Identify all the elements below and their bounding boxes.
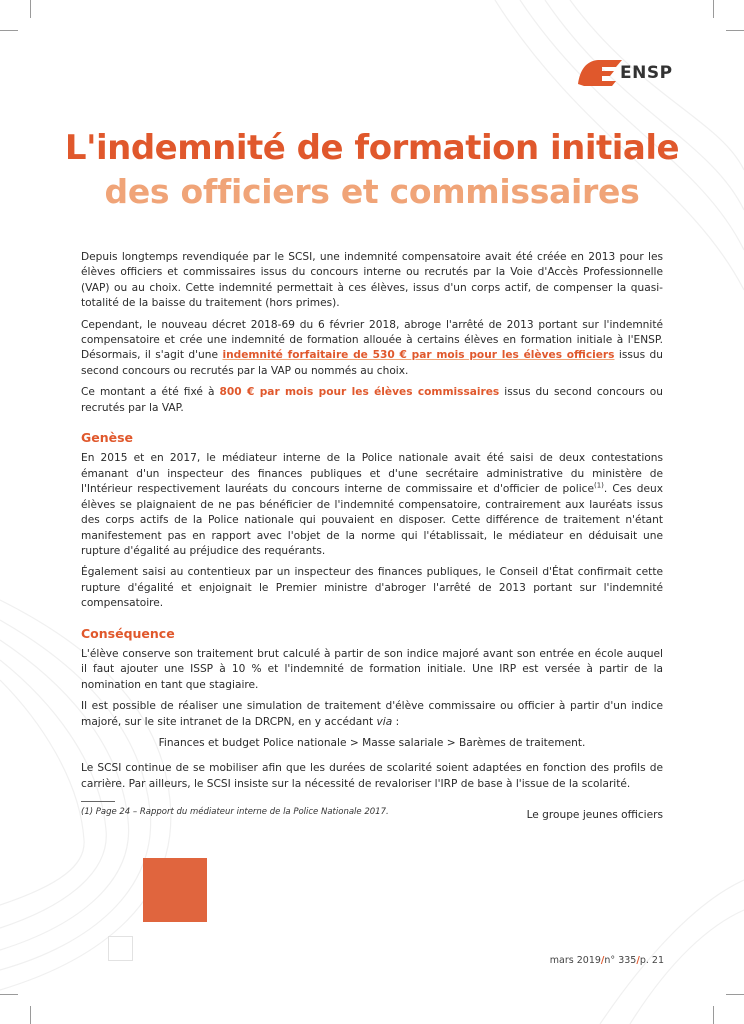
page-title: L'indemnité de formation initiale: [64, 128, 680, 168]
intro-p3-text-end: issus du second concours ou recrutés par la VAP.: [81, 386, 663, 414]
consequence-paragraph-3: Le SCSI continue de se mobiliser afin que les durées de scolarité soient adaptées en fonction des profils de carrière. Par ailleurs, le SCSI insiste sur la nécessité de revaloriser l'IRP de base à l'issue de la scolarité.: [81, 762, 663, 790]
genese-paragraph-2: Également saisi au contentieux par un inspecteur des finances publiques, le Conseil d'État confirmait cette rupture d'égalité et enjoignait le Premier ministre d'abroger l'arrêté de 2013 portant sur l'indemnité compensatoire.: [81, 566, 663, 610]
decorative-orange-square: [143, 858, 207, 922]
intro-paragraph-2: [81, 318, 663, 380]
crop-mark: [713, 1006, 714, 1024]
crop-mark: [726, 994, 744, 995]
ensp-logo: [576, 58, 684, 88]
crop-mark: [726, 30, 744, 31]
page-footer: [550, 955, 664, 966]
footer-page: p. 21: [639, 955, 664, 966]
footnote-ref: (1): [594, 481, 604, 490]
crop-mark: [30, 0, 31, 18]
intranet-path: Finances et budget Police nationale > Masse salariale > Barèmes de traitement.: [158, 736, 586, 749]
intro-paragraph-3: [81, 385, 663, 416]
consequence-paragraph-2: [81, 699, 663, 730]
section-heading-genese: Genèse: [81, 430, 134, 446]
consequence-paragraph-1: L'élève conserve son traitement brut calculé à partir de son indice majoré avant son entrée en école auquel il faut ajouter une ISSP à 10 % et l'indemnité de formation initiale. Une IRP est versée à partir de la nomination en tant que stagiaire.: [81, 647, 663, 691]
genese-p1-text-end: . Ces deux élèves se plaignaient de ne pas bénéficier de l'indemnité compensatoire, contrairement aux lauréats issus des corps actifs de la Police nationale qui pouvaient en disposer. Cette différence de traitement n'étant manifestement pas en rapport avec l'objet de la norme qui l'établissait, le médiateur en déduisait une rupture d'égalité au préjudice des requérants.: [81, 483, 664, 557]
ensp-logo-mark: [576, 58, 624, 88]
signature: Le groupe jeunes officiers: [526, 809, 663, 822]
page-subtitle: des officiers et commissaires: [104, 172, 640, 211]
crop-mark: [0, 30, 18, 31]
intro-p2-text-end: issus du second concours ou recrutés par la VAP ou nommés au choix.: [81, 349, 663, 377]
genese-p1-text: En 2015 et en 2017, le médiateur interne de la Police nationale avait été saisi de deux contestations émanant d'un inspecteur des finances publiques et d'une secrétaire administrative du ministère de l'Intérieur respectivement lauréats du concours interne de commissaire et d'officier de police: [81, 452, 663, 496]
footer-issue: n° 335: [604, 955, 637, 966]
footer-date: mars 2019: [549, 955, 601, 966]
crop-mark: [30, 1006, 31, 1024]
consequence-p2-text: Il est possible de réaliser une simulation de traitement d'élève commissaire ou officier à partir d'un indice majoré, sur le site intranet de la DRCPN, en y accédant: [81, 700, 663, 728]
crop-mark: [713, 0, 714, 18]
section-heading-consequence: Conséquence: [81, 625, 175, 641]
intro-p3-text: Ce montant a été fixé à: [81, 386, 220, 399]
crop-mark: [0, 994, 18, 995]
footnote-divider: [81, 801, 115, 802]
consequence-p2-text-end: :: [392, 715, 400, 728]
ensp-logo-text: ENSP: [620, 63, 673, 83]
article-body: [81, 250, 663, 830]
officer-amount-highlight: indemnité forfaitaire de 530 € par mois pour les élèves officiers: [222, 349, 615, 362]
intro-p2-text: Cependant, le nouveau décret 2018-69 du 6 février 2018, abroge l'arrêté de 2013 portant sur l'indemnité compensatoire et crée une indemnité de formation allouée à certains élèves en formation initiale à l'ENSP. Désormais, il s'agit d'une: [81, 318, 663, 362]
footer-separator: /: [636, 955, 640, 966]
genese-paragraph-1: [81, 451, 663, 559]
footer-separator: /: [600, 955, 605, 966]
decorative-white-square: [108, 936, 133, 961]
intro-paragraph-1: Depuis longtemps revendiquée par le SCSI, une indemnité compensatoire avait été créée en 2013 pour les élèves officiers et commissaires issus du concours interne ou recrutés par la Voie d'Accès Professionnelle (VAP) ou au choix. Cette indemnité permettait à ces élèves, issus d'un corps actif, de compenser la quasi-totalité de la baisse du traitement (hors primes).: [81, 251, 663, 310]
footnote: (1) Page 24 – Rapport du médiateur interne de la Police Nationale 2017.: [81, 807, 389, 817]
commissioner-amount-highlight: 800 € par mois pour les élèves commissaires: [219, 386, 500, 399]
via-word: via: [376, 715, 393, 728]
